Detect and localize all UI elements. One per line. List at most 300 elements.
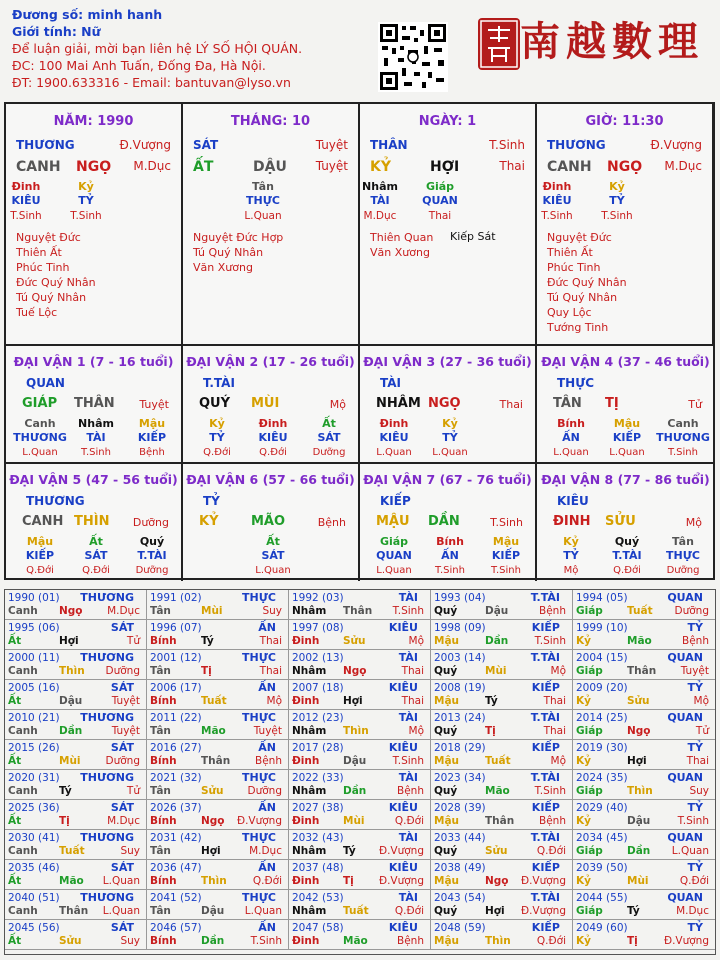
year-branch: Sửu	[627, 695, 650, 707]
hidden-stem: Tân	[672, 535, 694, 548]
year-stem: Bính	[150, 755, 177, 767]
year-branch: Mão	[201, 725, 226, 737]
hidden-stage: T.Sinh	[10, 210, 42, 222]
year-ten-god: THƯƠNG	[80, 591, 134, 604]
hidden-stage: L.Quan	[376, 447, 412, 458]
great-luck-stage: T.Sinh	[490, 516, 523, 529]
year-stem: Đinh	[292, 935, 320, 947]
pillar-state: Thai	[499, 159, 525, 173]
pillar-ten-god: THƯƠNG	[16, 138, 75, 152]
year-cell	[147, 920, 289, 950]
year-branch: Tị	[201, 665, 212, 677]
year-stage: Bệnh	[682, 635, 709, 647]
hidden-stem: Kỷ	[563, 535, 579, 548]
hidden-stem: Kỷ	[78, 180, 94, 193]
year-stem: Tân	[150, 785, 171, 797]
hidden-stage: L.Quan	[609, 447, 645, 458]
year-stem: Đinh	[292, 815, 320, 827]
year-cell	[5, 800, 147, 830]
great-luck-can: GIÁP	[22, 396, 58, 411]
hidden-stem: Nhâm	[78, 417, 114, 430]
great-luck-stage: Mộ	[329, 398, 346, 411]
year-branch: Thìn	[59, 665, 85, 677]
year-branch: Tuất	[627, 605, 653, 617]
year-cell	[289, 620, 431, 650]
year-stem: Kỷ	[576, 875, 591, 887]
year-branch: Dậu	[201, 905, 225, 917]
year-ten-god: SÁT	[110, 681, 134, 694]
great-luck-title: ĐẠI VẬN 8 (77 - 86 tuổi)	[541, 472, 710, 487]
year-stage: Dưỡng	[674, 605, 709, 617]
year-stage: Thai	[543, 725, 566, 737]
year-cell	[5, 770, 147, 800]
year-ten-god: TÀI	[398, 891, 418, 904]
year-branch: Tị	[485, 725, 496, 737]
year-stem: Đinh	[292, 875, 320, 887]
year-stem: Quý	[434, 605, 458, 617]
great-luck-8	[537, 462, 714, 581]
year-stem: Nhâm	[292, 725, 327, 737]
year-stage: Tử	[126, 635, 140, 647]
hidden-stem: Quý	[139, 535, 165, 548]
hidden-stage: Dưỡng	[312, 447, 346, 458]
year-stage: Đ.Vượng	[236, 815, 282, 827]
great-luck-can: TÂN	[553, 396, 582, 411]
year-cell	[573, 740, 715, 770]
year-cell	[573, 890, 715, 920]
year-branch: Mão	[485, 785, 510, 797]
year-stage: L.Quan	[671, 845, 709, 857]
year-ten-god: TÀI	[398, 831, 418, 844]
great-luck-4	[537, 344, 714, 463]
year-stem: Kỷ	[576, 755, 591, 767]
hidden-stage: Mộ	[563, 565, 579, 576]
year-ten-god: THƯƠNG	[80, 651, 134, 664]
hidden-stem: Canh	[24, 417, 56, 430]
year-branch: Mão	[59, 875, 84, 887]
year-stage: Suy	[689, 785, 709, 797]
year-branch: Tý	[485, 695, 498, 707]
pillar-title: NĂM: 1990	[53, 114, 134, 129]
year-label: 2037 (48)	[292, 862, 344, 874]
hidden-stage: T.Sinh	[435, 565, 465, 576]
hidden-stem: Canh	[667, 417, 699, 430]
year-stem: Bính	[150, 935, 177, 947]
hidden-god: TỶ	[209, 431, 225, 444]
year-cell	[5, 650, 147, 680]
year-branch: Hợi	[59, 635, 79, 647]
pillar-4	[537, 104, 714, 344]
year-stage: M.Dục	[107, 815, 140, 827]
star-item: Thiên Ất	[547, 246, 593, 259]
star-item: Nguyệt Đức	[547, 231, 612, 244]
year-stem: Ất	[8, 935, 22, 947]
year-branch: Mùi	[627, 875, 649, 887]
year-stage: Tuyệt	[111, 695, 140, 707]
pillar-2	[183, 104, 360, 344]
year-stem: Canh	[8, 725, 38, 737]
pillar-stage: Tuyệt	[315, 138, 348, 152]
hidden-stage: Q.Đới	[259, 447, 287, 458]
year-cell	[431, 680, 573, 710]
year-cell	[573, 650, 715, 680]
year-stem: Ất	[8, 815, 22, 827]
hidden-god: THƯƠNG	[13, 431, 67, 444]
year-cell	[5, 680, 147, 710]
star-item: Quy Lộc	[547, 306, 592, 319]
year-label: 2045 (56)	[8, 922, 60, 934]
year-label: 2049 (60)	[576, 922, 628, 934]
year-stage: Thai	[259, 635, 282, 647]
year-stem: Tân	[150, 605, 171, 617]
year-ten-god: QUAN	[667, 891, 703, 904]
year-label: 2027 (38)	[292, 802, 344, 814]
year-stem: Mậu	[434, 695, 460, 707]
great-luck-can: KỶ	[199, 514, 219, 529]
year-label: 2023 (34)	[434, 772, 486, 784]
year-label: 1999 (10)	[576, 622, 628, 634]
year-stage: Bệnh	[397, 935, 424, 947]
year-label: 2029 (40)	[576, 802, 628, 814]
year-stage: T.Sinh	[250, 935, 282, 947]
year-cell	[289, 710, 431, 740]
year-label: 2040 (51)	[8, 892, 60, 904]
year-label: 2021 (32)	[150, 772, 202, 784]
hidden-god: ẤN	[562, 431, 580, 444]
hidden-god: THƯƠNG	[656, 431, 710, 444]
year-ten-god: SÁT	[110, 861, 134, 874]
year-ten-god: THỰC	[242, 651, 276, 664]
hidden-god: TỶ	[609, 194, 625, 207]
year-stem: Nhâm	[292, 845, 327, 857]
year-label: 1991 (02)	[150, 592, 202, 604]
year-cell	[147, 590, 289, 620]
year-label: 2002 (13)	[292, 652, 344, 664]
great-luck-title: ĐẠI VẬN 1 (7 - 16 tuổi)	[13, 354, 174, 369]
year-label: 1995 (06)	[8, 622, 60, 634]
year-ten-god: THỰC	[242, 711, 276, 724]
year-branch: Dần	[59, 725, 83, 737]
hidden-stem: Đinh	[542, 180, 572, 193]
phone-email: ĐT: 1900.633316 - Email: bantuvan@lyso.vn	[12, 75, 291, 90]
great-luck-stage: Dưỡng	[132, 516, 169, 529]
year-stage: Thai	[686, 755, 709, 767]
year-ten-god: TỶ	[687, 681, 703, 694]
hidden-stage: T.Sinh	[70, 210, 102, 222]
year-ten-god: ẤN	[258, 861, 276, 874]
year-label: 2019 (30)	[576, 742, 628, 754]
year-stem: Bính	[150, 875, 177, 887]
great-luck-god: THƯƠNG	[26, 494, 85, 508]
star-item: Tuế Lộc	[16, 306, 58, 319]
great-luck-title: ĐẠI VẬN 2 (17 - 26 tuổi)	[186, 354, 355, 369]
hidden-god: KIẾP	[25, 549, 55, 562]
hidden-stage: Q.Đới	[26, 565, 54, 576]
year-ten-god: TÀI	[398, 771, 418, 784]
year-stem: Quý	[434, 725, 458, 737]
year-label: 2000 (11)	[8, 652, 60, 664]
year-stem: Giáp	[576, 605, 603, 617]
year-branch: Dần	[485, 635, 509, 647]
year-stem: Nhâm	[292, 605, 327, 617]
year-label: 1993 (04)	[434, 592, 486, 604]
year-stem: Bính	[150, 695, 177, 707]
contact-line: Để luận giải, mời bạn liên hệ LÝ SỐ HỘI QUÁN.	[12, 41, 303, 56]
year-stem: Canh	[8, 785, 38, 797]
great-luck-title: ĐẠI VẬN 4 (37 - 46 tuổi)	[541, 354, 710, 369]
pillar-ten-god: THƯƠNG	[547, 138, 606, 152]
year-cell	[289, 770, 431, 800]
hidden-god: TỶ	[78, 194, 94, 207]
hidden-stem: Đinh	[379, 417, 409, 430]
year-label: 2009 (20)	[576, 682, 628, 694]
year-stage: Bệnh	[539, 605, 566, 617]
year-ten-god: KIẾP	[531, 801, 560, 814]
year-stem: Tân	[150, 725, 171, 737]
special-stars	[16, 230, 96, 320]
year-cell	[289, 740, 431, 770]
year-ten-god: QUAN	[667, 591, 703, 604]
hidden-stem: Giáp	[425, 180, 455, 193]
hidden-stage: T.Sinh	[81, 447, 111, 458]
year-branch: Tý	[343, 845, 356, 857]
pillar-state: M.Dục	[664, 159, 702, 173]
great-luck-chi: SỬU	[605, 514, 636, 529]
year-ten-god: SÁT	[110, 621, 134, 634]
year-stem: Giáp	[576, 845, 603, 857]
year-label: 1992 (03)	[292, 592, 344, 604]
year-ten-god: KIÊU	[388, 861, 418, 874]
year-label: 2031 (42)	[150, 832, 202, 844]
year-stem: Canh	[8, 845, 38, 857]
great-luck-chi: MÃO	[251, 514, 286, 529]
hidden-stage: L.Quan	[255, 565, 291, 576]
year-ten-god: KIÊU	[388, 681, 418, 694]
year-ten-god: THƯƠNG	[80, 831, 134, 844]
year-branch: Sửu	[485, 845, 508, 857]
year-cell	[573, 770, 715, 800]
year-ten-god: THỰC	[242, 891, 276, 904]
hidden-stage: Dưỡng	[666, 565, 700, 576]
year-label: 1990 (01)	[8, 592, 60, 604]
year-ten-god: KIẾP	[531, 921, 560, 934]
year-branch: Dậu	[627, 815, 651, 827]
year-label: 2038 (49)	[434, 862, 486, 874]
year-cell	[573, 590, 715, 620]
pillar-stage: Đ.Vượng	[119, 138, 171, 152]
year-cell	[147, 770, 289, 800]
hidden-stem: Giáp	[379, 535, 409, 548]
year-branch: Hợi	[627, 755, 647, 767]
year-label: 2030 (41)	[8, 832, 60, 844]
hidden-stage: L.Quan	[22, 447, 58, 458]
year-cell	[5, 890, 147, 920]
year-stem: Giáp	[576, 785, 603, 797]
star-item: Văn Xương	[193, 261, 253, 274]
hidden-god: SÁT	[261, 549, 285, 562]
great-luck-title: ĐẠI VẬN 5 (47 - 56 tuổi)	[9, 472, 178, 487]
great-luck-can: CANH	[22, 514, 64, 529]
year-cell	[147, 800, 289, 830]
great-luck-title: ĐẠI VẬN 6 (57 - 66 tuổi)	[186, 472, 355, 487]
year-cell	[431, 650, 573, 680]
year-stage: T.Sinh	[392, 755, 424, 767]
year-branch: Dậu	[485, 605, 509, 617]
year-stem: Kỷ	[576, 695, 591, 707]
hidden-stage: T.Sinh	[601, 210, 633, 222]
great-luck-can: ĐINH	[553, 514, 591, 529]
year-label: 2034 (45)	[576, 832, 628, 844]
year-stage: Q.Đới	[679, 875, 709, 887]
hidden-stem: Đinh	[258, 417, 288, 430]
great-luck-god: T.TÀI	[203, 376, 235, 390]
logo-title: 南越數理	[520, 18, 704, 65]
year-label: 2024 (35)	[576, 772, 628, 784]
year-stem: Ất	[8, 635, 22, 647]
year-ten-god: ẤN	[258, 741, 276, 754]
year-label: 2025 (36)	[8, 802, 60, 814]
great-luck-god: THỰC	[557, 376, 595, 390]
year-stage: Đ.Vượng	[378, 845, 424, 857]
year-ten-god: T.TÀI	[530, 831, 560, 844]
special-star-extra: Kiếp Sát	[450, 230, 496, 243]
year-label: 2026 (37)	[150, 802, 202, 814]
great-luck-1	[6, 344, 183, 463]
hidden-stem: Bính	[436, 535, 464, 548]
year-cell	[431, 800, 573, 830]
year-label: 1994 (05)	[576, 592, 628, 604]
year-label: 2041 (52)	[150, 892, 202, 904]
hidden-stem: Ất	[322, 417, 336, 430]
year-cell	[431, 620, 573, 650]
year-cell	[5, 830, 147, 860]
pillar-can: CANH	[16, 159, 61, 175]
year-label: 2016 (27)	[150, 742, 202, 754]
great-luck-god: QUAN	[26, 376, 65, 390]
year-stage: Bệnh	[539, 815, 566, 827]
hidden-god: THỰC	[246, 194, 280, 207]
great-luck-chi: NGỌ	[428, 396, 461, 411]
pillar-ten-god: SÁT	[193, 138, 219, 152]
great-luck-god: TÀI	[380, 376, 402, 390]
qr-code-icon	[378, 22, 448, 92]
year-stage: Q.Đới	[536, 935, 566, 947]
special-stars	[547, 230, 627, 335]
year-branch: Thân	[201, 755, 231, 767]
great-luck-chi: THÌN	[74, 514, 110, 529]
year-cell	[289, 650, 431, 680]
year-label: 2020 (31)	[8, 772, 60, 784]
year-stage: Q.Đới	[394, 905, 424, 917]
year-cell	[289, 920, 431, 950]
year-stage: Dưỡng	[105, 665, 140, 677]
hidden-god: SÁT	[84, 549, 108, 562]
gender: Giới tính: Nữ	[12, 24, 101, 39]
year-cell	[289, 800, 431, 830]
year-stem: Mậu	[434, 635, 460, 647]
year-label: 2017 (28)	[292, 742, 344, 754]
year-cell	[573, 800, 715, 830]
great-luck-stage: Thai	[499, 398, 523, 411]
year-label: 2011 (22)	[150, 712, 202, 724]
year-stage: M.Dục	[249, 845, 282, 857]
hidden-god: TỶ	[442, 431, 458, 444]
year-ten-god: KIÊU	[388, 741, 418, 754]
year-stem: Tân	[150, 665, 171, 677]
hidden-stage: Q.Đới	[613, 565, 641, 576]
year-ten-god: TỶ	[687, 861, 703, 874]
year-stage: Mộ	[408, 635, 424, 647]
year-branch: Sửu	[201, 785, 224, 797]
great-luck-god: TỶ	[203, 494, 220, 508]
year-branch: Dậu	[343, 755, 367, 767]
year-cell	[5, 860, 147, 890]
pillar-chi: DẬU	[253, 159, 287, 175]
hidden-stem: Nhâm	[362, 180, 398, 193]
year-stage: Tuyệt	[253, 725, 282, 737]
hidden-god: TÀI	[86, 431, 106, 444]
hidden-stage: L.Quan	[376, 565, 412, 576]
year-branch: Tuất	[343, 905, 369, 917]
year-stem: Kỷ	[576, 815, 591, 827]
year-cell	[5, 710, 147, 740]
year-cell	[147, 890, 289, 920]
year-stem: Tân	[150, 845, 171, 857]
pillar-chi: NGỌ	[76, 159, 112, 175]
year-label: 1997 (08)	[292, 622, 344, 634]
annual-luck-grid	[4, 589, 716, 955]
year-cell	[289, 830, 431, 860]
year-label: 2028 (39)	[434, 802, 486, 814]
year-label: 2014 (25)	[576, 712, 628, 724]
pillar-title: NGÀY: 1	[418, 114, 477, 129]
year-cell	[289, 860, 431, 890]
year-stage: Suy	[120, 845, 140, 857]
great-luck-stage: Tuyệt	[139, 398, 169, 411]
year-stem: Canh	[8, 665, 38, 677]
year-cell	[289, 680, 431, 710]
year-branch: Ngọ	[485, 875, 509, 887]
year-ten-god: SÁT	[110, 801, 134, 814]
great-luck-chi: MÙI	[251, 396, 280, 411]
hidden-stage: M.Dục	[363, 210, 397, 222]
year-stem: Quý	[434, 905, 458, 917]
year-branch: Tý	[201, 635, 214, 647]
hidden-god: KIẾP	[137, 431, 167, 444]
address: ĐC: 100 Mai Anh Tuấn, Đống Đa, Hà Nội.	[12, 58, 266, 73]
year-stem: Tân	[150, 905, 171, 917]
year-ten-god: KIÊU	[388, 801, 418, 814]
year-cell	[431, 920, 573, 950]
year-cell	[431, 830, 573, 860]
year-branch: Dậu	[59, 695, 83, 707]
year-label: 2036 (47)	[150, 862, 202, 874]
hidden-god: TÀI	[370, 194, 390, 207]
year-cell	[147, 740, 289, 770]
hidden-stem: Mậu	[26, 535, 54, 548]
year-stage: Mộ	[693, 695, 709, 707]
pillar-chi: NGỌ	[607, 159, 643, 175]
year-label: 1996 (07)	[150, 622, 202, 634]
year-stem: Ất	[8, 875, 22, 887]
year-branch: Tý	[627, 905, 640, 917]
special-stars	[193, 230, 283, 275]
year-ten-god: ẤN	[258, 681, 276, 694]
year-branch: Sửu	[59, 935, 82, 947]
great-luck-6	[183, 462, 360, 581]
year-label: 2005 (16)	[8, 682, 60, 694]
hidden-god: KIÊU	[542, 194, 572, 207]
